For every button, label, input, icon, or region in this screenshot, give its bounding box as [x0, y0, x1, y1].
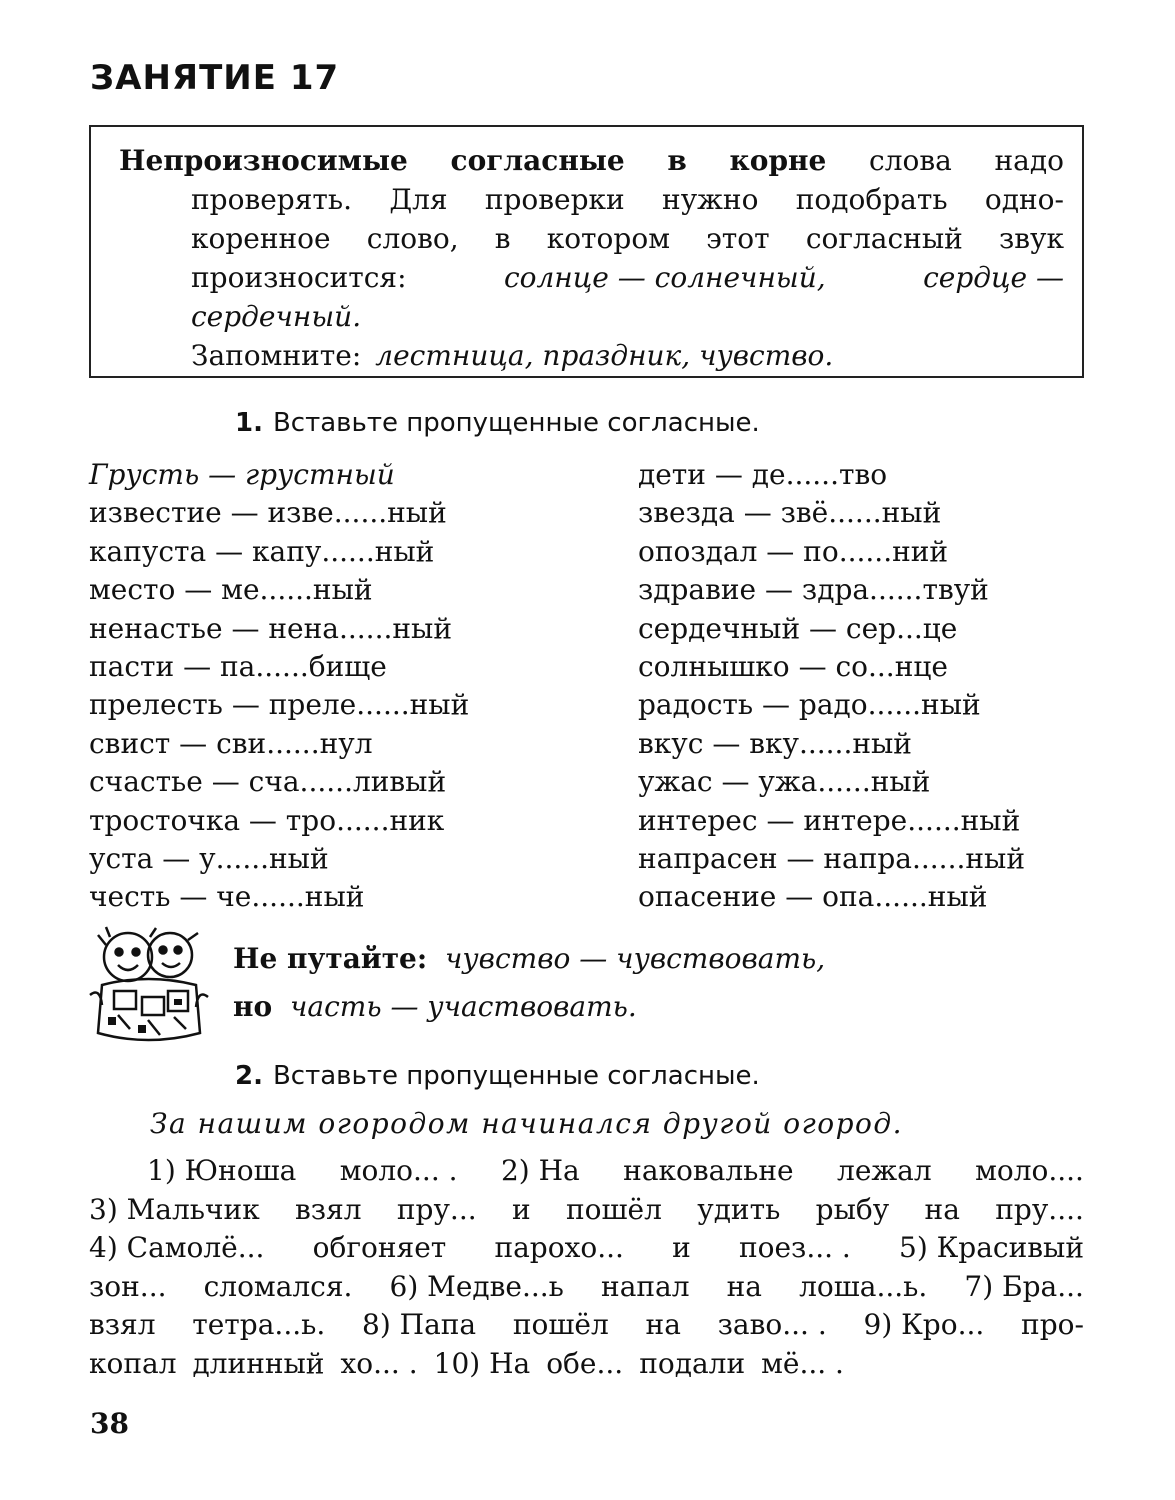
text-word: мё... . [761, 1346, 844, 1380]
text-word: рыбу [815, 1192, 890, 1226]
word-pair: дети — де......тво [638, 458, 888, 491]
rule-word: корне [729, 144, 827, 177]
task-2-text [89, 1152, 1084, 1384]
task-2-example: За нашим огородом начинался другой огород. [150, 1107, 904, 1140]
note-pair-1: чувство — чувствовать, [445, 942, 826, 975]
word-pair: опасение — опа......ный [638, 880, 988, 914]
text-word: лоша...ь. [799, 1269, 928, 1303]
task-2-line [89, 1268, 1084, 1307]
note-block [233, 935, 825, 1031]
text-word: про- [1021, 1308, 1084, 1342]
rule-word: в [667, 144, 687, 177]
word-pair: звезда — звё......ный [638, 496, 942, 530]
rule-word: коренное [191, 222, 331, 255]
rule-line-1 [119, 141, 1064, 180]
text-word: пру... [396, 1192, 477, 1226]
note-line-1 [233, 935, 825, 983]
word-pair: напрасен — напра......ный [638, 841, 1025, 875]
word-pair: пасти — па......бище [89, 649, 387, 683]
text-word: длинный [192, 1346, 325, 1380]
rule-word: котором [546, 222, 670, 255]
text-word: 2) На [500, 1154, 580, 1187]
rule-line-5 [119, 297, 1064, 336]
text-word: пру.... [995, 1192, 1084, 1226]
rule-line-2 [119, 180, 1064, 219]
rule-line-6 [119, 336, 1064, 375]
text-word: и [511, 1192, 531, 1226]
text-word: взял [295, 1192, 362, 1226]
word-pair: солнышко — со...нце [638, 649, 948, 683]
rule-word: звук [998, 222, 1064, 255]
text-word: лежал [837, 1154, 932, 1187]
task-2-line [89, 1152, 1084, 1191]
word-pair: счастье — сча......ливый [89, 765, 447, 799]
text-word: моло... . [339, 1154, 458, 1187]
text-word: сломался. [203, 1269, 353, 1303]
text-word: 10) На [433, 1346, 531, 1380]
text-word: 5) Красивый [899, 1231, 1084, 1265]
rule-word: Для [389, 183, 448, 216]
rule-word: слова [869, 144, 952, 177]
rule-word: проверки [484, 183, 625, 216]
rule-word: согласный [805, 222, 963, 255]
rule-word: согласные [450, 144, 625, 177]
rule-word: надо [994, 144, 1064, 177]
rule-example: сердце — [923, 261, 1064, 294]
word-pair: уста — у......ный [89, 841, 329, 875]
text-word: подали [639, 1346, 746, 1380]
text-word: взял [89, 1308, 156, 1342]
remember-words: лестница, праздник, чувство. [375, 339, 834, 372]
text-word: 7) Бра... [964, 1269, 1084, 1303]
text-word: копал [89, 1346, 177, 1380]
text-word: 4) Самолё... [89, 1231, 265, 1265]
rule-word: одно- [984, 183, 1064, 216]
task-1-title [235, 408, 760, 438]
task-2-number: 2. [235, 1061, 263, 1091]
text-word: обе... [546, 1346, 624, 1380]
note-pair-2: часть — участвовать. [289, 990, 637, 1023]
word-pair: вкус — вку......ный [638, 726, 912, 760]
task-2-line [89, 1306, 1084, 1345]
rule-example: сердечный. [191, 300, 362, 333]
word-pair: сердечный — сер...це [638, 611, 958, 645]
rule-word: проверять. [191, 183, 352, 216]
word-pair: ужас — ужа......ный [638, 765, 931, 799]
task-1-instruction: Вставьте пропущенные согласные. [272, 408, 760, 438]
text-word: парохо... [494, 1231, 624, 1265]
text-word: 1) Юноша [147, 1154, 297, 1187]
rule-line-3 [119, 219, 1064, 258]
page-number: 38 [90, 1407, 129, 1440]
task-2-title [235, 1061, 760, 1091]
text-word: обгоняет [312, 1231, 447, 1265]
text-word: 6) Медве...ь [389, 1269, 564, 1303]
rule-word: слово, [366, 222, 459, 255]
word-pair: известие — изве......ный [89, 496, 447, 530]
rule-word: в [494, 222, 511, 255]
rule-word: этот [706, 222, 770, 255]
mascot-illustration [88, 925, 210, 1047]
text-word: на [924, 1192, 960, 1226]
text-word: наковальне [623, 1154, 794, 1187]
rule-word: Непроизносимые [119, 144, 408, 177]
word-pair: прелесть — преле......ный [89, 688, 470, 722]
word-pair: тросточка — тро......ник [89, 803, 445, 837]
word-pair: место — ме......ный [89, 573, 373, 607]
text-word: на [726, 1269, 762, 1303]
text-word: заво... . [717, 1308, 827, 1342]
text-word: пошёл [565, 1192, 662, 1226]
text-word: поез... . [738, 1231, 851, 1265]
word-pair: капуста — капу......ный [89, 534, 435, 568]
word-list-left [89, 456, 469, 917]
rule-word: нужно [662, 183, 759, 216]
text-word: тетра...ь. [192, 1308, 326, 1342]
note-line-2 [233, 983, 825, 1031]
task-2-line [89, 1345, 1084, 1384]
note-label: Не путайте: [233, 942, 428, 975]
rule-word: подобрать [795, 183, 948, 216]
word-pair: ненастье — нена......ный [89, 611, 452, 645]
task-2-line [89, 1191, 1084, 1230]
text-word: на [645, 1308, 681, 1342]
text-word: зон... [89, 1269, 167, 1303]
text-word: напал [601, 1269, 690, 1303]
text-word: моло.... [975, 1154, 1084, 1187]
task-2-line [89, 1229, 1084, 1268]
word-pair: здравие — здра......твуй [638, 573, 989, 607]
word-pair: интерес — интере......ный [638, 803, 1021, 837]
text-word: пошёл [512, 1308, 609, 1342]
text-word: 3) Мальчик [89, 1192, 260, 1226]
rule-example: солнце — солнечный, [503, 261, 826, 294]
text-word: удить [697, 1192, 781, 1226]
text-word: хо... . [340, 1346, 418, 1380]
rule-word: произносится: [191, 261, 407, 294]
word-list-right [638, 456, 1025, 917]
lesson-title: ЗАНЯТИЕ 17 [90, 58, 340, 98]
word-pair-text: Грусть — грустный [89, 458, 395, 491]
note-conjunction: но [233, 990, 273, 1023]
text-word: 8) Папа [362, 1308, 477, 1342]
rule-line-4 [119, 258, 1064, 297]
task-2-instruction: Вставьте пропущенные согласные. [272, 1061, 760, 1091]
rule-text [119, 141, 1064, 375]
word-pair: свист — сви......нул [89, 726, 373, 760]
word-pair: опоздал — по......ний [638, 534, 949, 568]
rule-box [89, 125, 1084, 378]
word-pair: честь — че......ный [89, 880, 365, 914]
text-word: 9) Кро... [863, 1308, 985, 1342]
task-1-number: 1. [235, 408, 263, 438]
remember-label: Запомните: [191, 339, 362, 372]
word-pair: радость — радо......ный [638, 688, 981, 722]
text-word: и [672, 1231, 691, 1265]
word-pair-example [89, 456, 469, 494]
